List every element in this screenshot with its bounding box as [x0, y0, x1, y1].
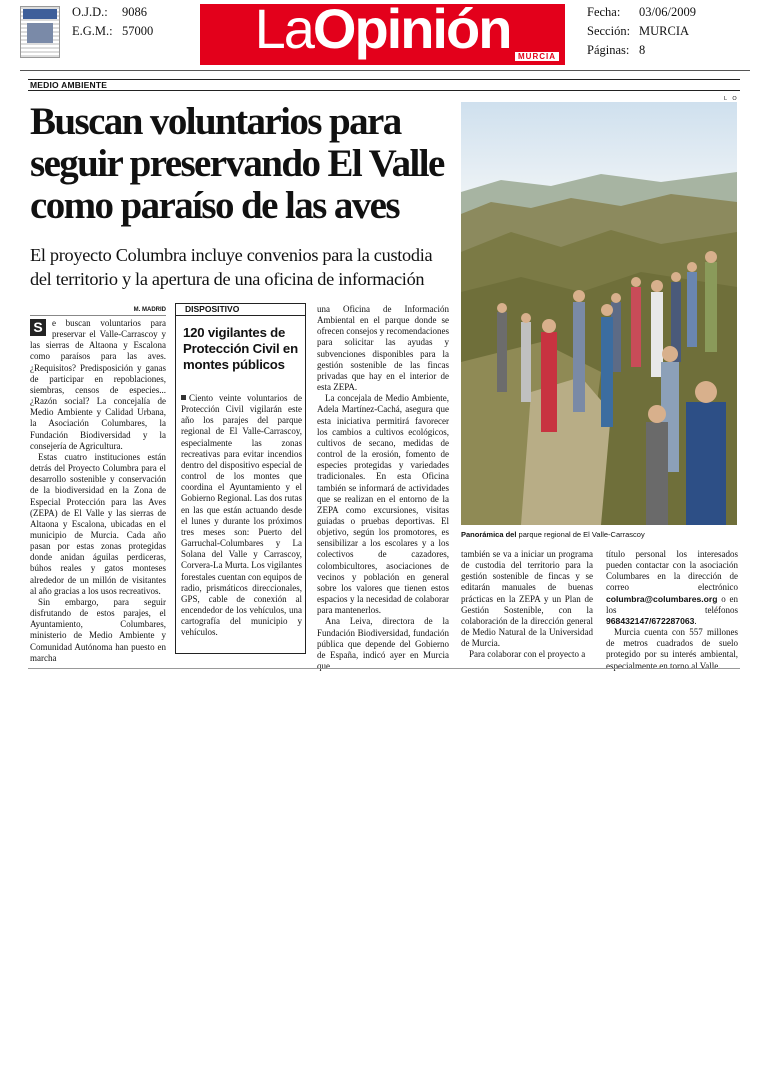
contact-phones: 968432147/672287063 [606, 615, 695, 626]
col1-paragraph-1: e buscan voluntarios para preservar el Valle-Carrascoy y las sierras de Altaona y Escalona como paraísos para las aves. ¿Requisitos? Predisposición y ganas de participar en repoblaciones, siembras, censos de especies... ¿Razón social? La concejalía de Medio Ambiente y Calidad Urbana, la Asociación Columbares, la Fundación Biodiversidad y la consejería de Agricultura. [30, 318, 166, 451]
thumbnail-picture [27, 23, 53, 43]
landscape-photo [461, 102, 737, 525]
bullet-square-icon [181, 395, 186, 400]
col3-paragraph-2: La concejala de Medio Ambiente, Adela Martínez-Cachá, asegura que esta iniciativa permitirá favorecer los cambios a cultivos ecológicos, cultivos de secano, medidas de control de la erosión, fomento de especies protegidas y variedades tradicionales. En esta Oficina también se informará de actividades que se realizan en el entorno de la ZEPA como excursiones, visitas guiadas o pruebas deportivas. El objetivo, según los promotores, es sensibilizar a los escolares y a los colectivos de cazadores, colombicultores, asociaciones de vecinos y población en general sobre los valores que tienen estos espacios y la necesidad de colaborar para mantenerlos. [317, 393, 449, 616]
caption-lead: Panorámica del [461, 530, 517, 539]
thumbnail-band [23, 9, 57, 19]
paginas-label: Páginas: [587, 43, 630, 57]
sidebar-title: 120 vigilantes de Protección Civil en montes públicos [183, 325, 298, 372]
bottom-divider [28, 668, 740, 669]
egm-value: 57000 [122, 24, 154, 38]
press-metrics [72, 3, 153, 41]
sidebar-text: Ciento veinte voluntarios de Protección Civil vigilarán este año los parajes del parque regional de El Valle-Carrascoy, especialmente las zonas recreativas para evitar incendios dentro del dispositivo especial de control de los montes que coordina el Ayuntamiento y el Gobierno Regional. Las dos rutas en las que están actuando desde el lunes y durante los próximos tres meses son: Puerto del Garruchal-Columbares y La Solana del Valle y Carrascoy, Corvera-La Murta. Los vigilantes forestales cuentan con equipos de radio, prismáticos direccionales, GPS, cable de conexión al encendedor de los vehículos, una cartografía del municipio y vehículos. [181, 393, 302, 638]
photo-rock [521, 377, 611, 525]
col5-text-b: o en los teléfonos [606, 593, 738, 615]
column-5 [606, 549, 738, 672]
ojd-value: 9086 [122, 5, 147, 19]
seccion-value: MURCIA [639, 24, 690, 38]
seccion-label: Sección: [587, 24, 631, 38]
dropcap: S [30, 319, 46, 336]
col5-paragraph-2: Murcia cuenta con 557 millones de metros cuadrados de suelo protegido por su interés ambiental, especialmente en torno al Valle. [606, 627, 738, 671]
byline: M. MADRID [30, 307, 166, 316]
section-bar [28, 79, 740, 91]
newspaper-logo [200, 4, 565, 65]
col5-paragraph-1 [606, 549, 738, 627]
paginas-value: 8 [639, 43, 646, 57]
col4-paragraph-1: también se va a iniciar un programa de custodia del territorio para la gestión sostenible de fincas y se editarán manuales de buenas prácticas en la ZEPA y un Plan de Gestión Sostenible, con la colaboración de la dirección general de Medio Natural de la Universidad de Murcia. [461, 549, 593, 649]
fecha-label: Fecha: [587, 5, 621, 19]
col4-paragraph-2: Para colaborar con el proyecto a [469, 649, 586, 660]
headline: Buscan voluntarios para seguir preservando El Valle como paraíso de las aves [30, 100, 444, 227]
col5-text-a: título personal los interesados pueden contactar con la asociación Columbares en la dirección de correo electrónico [606, 549, 738, 593]
col1-paragraph-2: Estas cuatro instituciones están detrás del Proyecto Columbra para el desarrollo sostenible y conservación de la biodiversidad en la Zona de Especial Protección para las Aves (ZEPA) de El Valle y las sierras de Altaona y Escalona, ubicadas en el municipio de Murcia. Cada año pasan por estas zonas protegidas donde anidan águilas perdiceras, búhos reales y gatos monteses alrededor de un millón de visitantes al año gracias a los usos recreativos. [30, 451, 166, 596]
subtitle: El proyecto Columbra incluye convenios para la custodia del territorio y la apertura de una oficina de información [30, 245, 433, 289]
section-label: MEDIO AMBIENTE [30, 80, 108, 90]
caption-text: parque regional de El Valle-Carrascoy [516, 530, 645, 539]
ojd-label: O.J.D.: [72, 5, 108, 19]
col1-paragraph-3: Sin embargo, para seguir disfrutando de estos parajes, el Ayuntamiento, Columbares, ministerio de Medio Ambiente y Comunidad Autónoma han puesto en marcha [30, 596, 166, 663]
logo-la: La [254, 4, 313, 60]
sidebar-tag: DISPOSITIVO [176, 304, 305, 316]
sidebar-body [181, 393, 302, 638]
lo-mark: L O [724, 96, 739, 102]
publication-info [587, 3, 696, 60]
logo-edition: MURCIA [515, 52, 559, 61]
column-1 [30, 318, 166, 664]
col3-paragraph-1: una Oficina de Información Ambiental en el parque donde se ofrecen consejos y recomendaciones para solicitar las ayudas y subvenciones disponibles para la gestión sostenible de las fincas privadas que hay en el interior de esta ZEPA. [317, 304, 449, 393]
clipping-thumbnail [20, 6, 60, 58]
header-divider [20, 70, 750, 71]
fecha-value: 03/06/2009 [639, 5, 696, 19]
photo-caption [461, 530, 751, 539]
col5-text-c: . [694, 615, 697, 626]
column-3 [317, 304, 449, 672]
contact-email: columbra@columbares.org [606, 593, 718, 604]
logo-opinion: Opinión [312, 4, 511, 60]
col3-paragraph-3: Ana Leiva, directora de la Fundación Biodiversidad, fundación pública que depende del Gobierno de España, indicó ayer en Murcia que [317, 616, 449, 671]
egm-label: E.G.M.: [72, 24, 113, 38]
column-4 [461, 549, 593, 661]
